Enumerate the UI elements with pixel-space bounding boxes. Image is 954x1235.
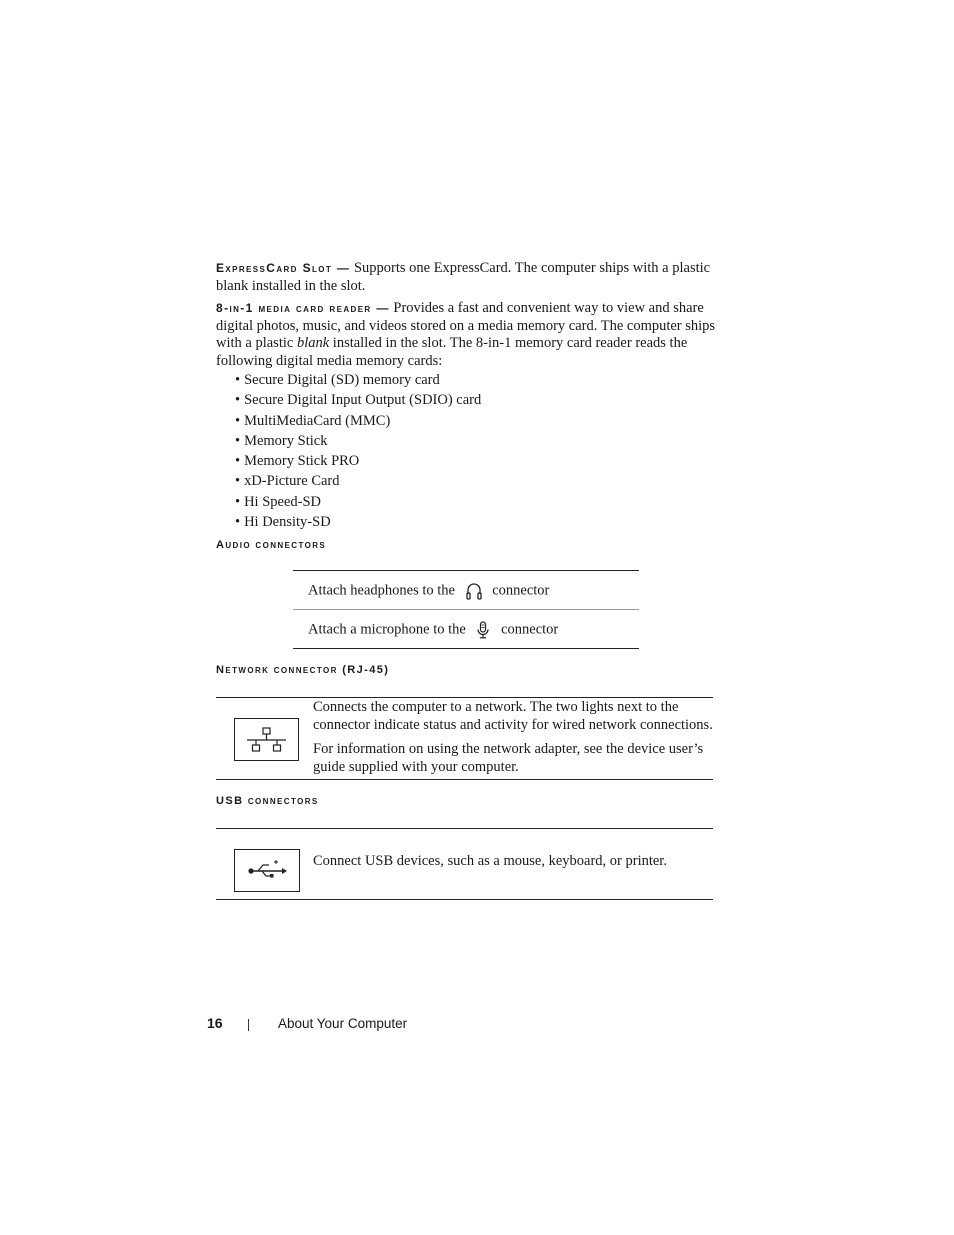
expresscard-text: Supports one ExpressCard. The computer ships with a plastic blank installed in the slot. [216,260,711,294]
headphones-row [308,581,549,601]
network-table-bottom-rule [216,779,713,780]
microphone-text-after: connector [501,621,559,638]
list-item: • MultiMediaCard (MMC) [235,413,481,433]
media-reader-paragraph [216,300,716,370]
footer-divider [248,1019,249,1031]
network-description [313,699,713,776]
media-reader-heading: 8-in-1 media card reader — [216,301,390,315]
audio-table-mid-rule [293,609,639,610]
list-item: • Hi Speed-SD [235,494,481,514]
audio-table-top-rule [293,570,639,571]
network-para-1: Connects the computer to a network. The two lights next to the connector indicate status and activity for wired network connections. [313,699,713,733]
usb-table-bottom-rule [216,899,713,900]
list-item: • xD-Picture Card [235,473,481,493]
media-reader-text-after: installed in the slot. The 8-in-1 memory card reader reads the following digital media memory cards: [216,335,688,369]
list-item: • Secure Digital (SD) memory card [235,372,481,392]
headphones-text-after: connector [492,582,550,599]
usb-table-top-rule [216,828,713,829]
audio-table-bottom-rule [293,648,639,649]
expresscard-section [216,260,716,295]
microphone-row [308,620,558,640]
network-icon [235,719,298,760]
microphone-text-before: Attach a microphone to the [308,621,466,638]
list-item: • Hi Density-SD [235,514,481,534]
usb-description: Connect USB devices, such as a mouse, keyboard, or printer. [313,853,667,869]
list-item: • Memory Stick PRO [235,453,481,473]
list-item: • Secure Digital Input Output (SDIO) card [235,392,481,412]
media-reader-section [216,300,716,370]
microphone-icon [475,620,491,640]
usb-heading: USB connectors [216,795,319,807]
expresscard-paragraph [216,260,716,295]
page-number: 16 [207,1015,223,1031]
network-heading: Network connector (RJ-45) [216,664,390,676]
network-table-top-rule [216,697,713,698]
media-card-list [235,372,481,534]
headphones-icon [465,581,483,601]
media-reader-text-italic: blank [296,335,330,351]
footer-section-title: About Your Computer [278,1016,408,1031]
network-icon-box [234,718,299,761]
headphones-text-before: Attach headphones to the [308,582,455,599]
media-reader-text-before: Provides a fast and convenient way to view and share digital photos, music, and videos stored on a media memory card. The computer ships with a plastic [216,300,716,351]
expresscard-heading: ExpressCard Slot — [216,261,351,275]
usb-icon [235,850,299,891]
usb-icon-box [234,849,300,892]
network-para-2: For information on using the network adapter, see the device user’s guide supplied with your computer. [313,741,704,775]
list-item: • Memory Stick [235,433,481,453]
audio-heading: Audio connectors [216,539,327,551]
